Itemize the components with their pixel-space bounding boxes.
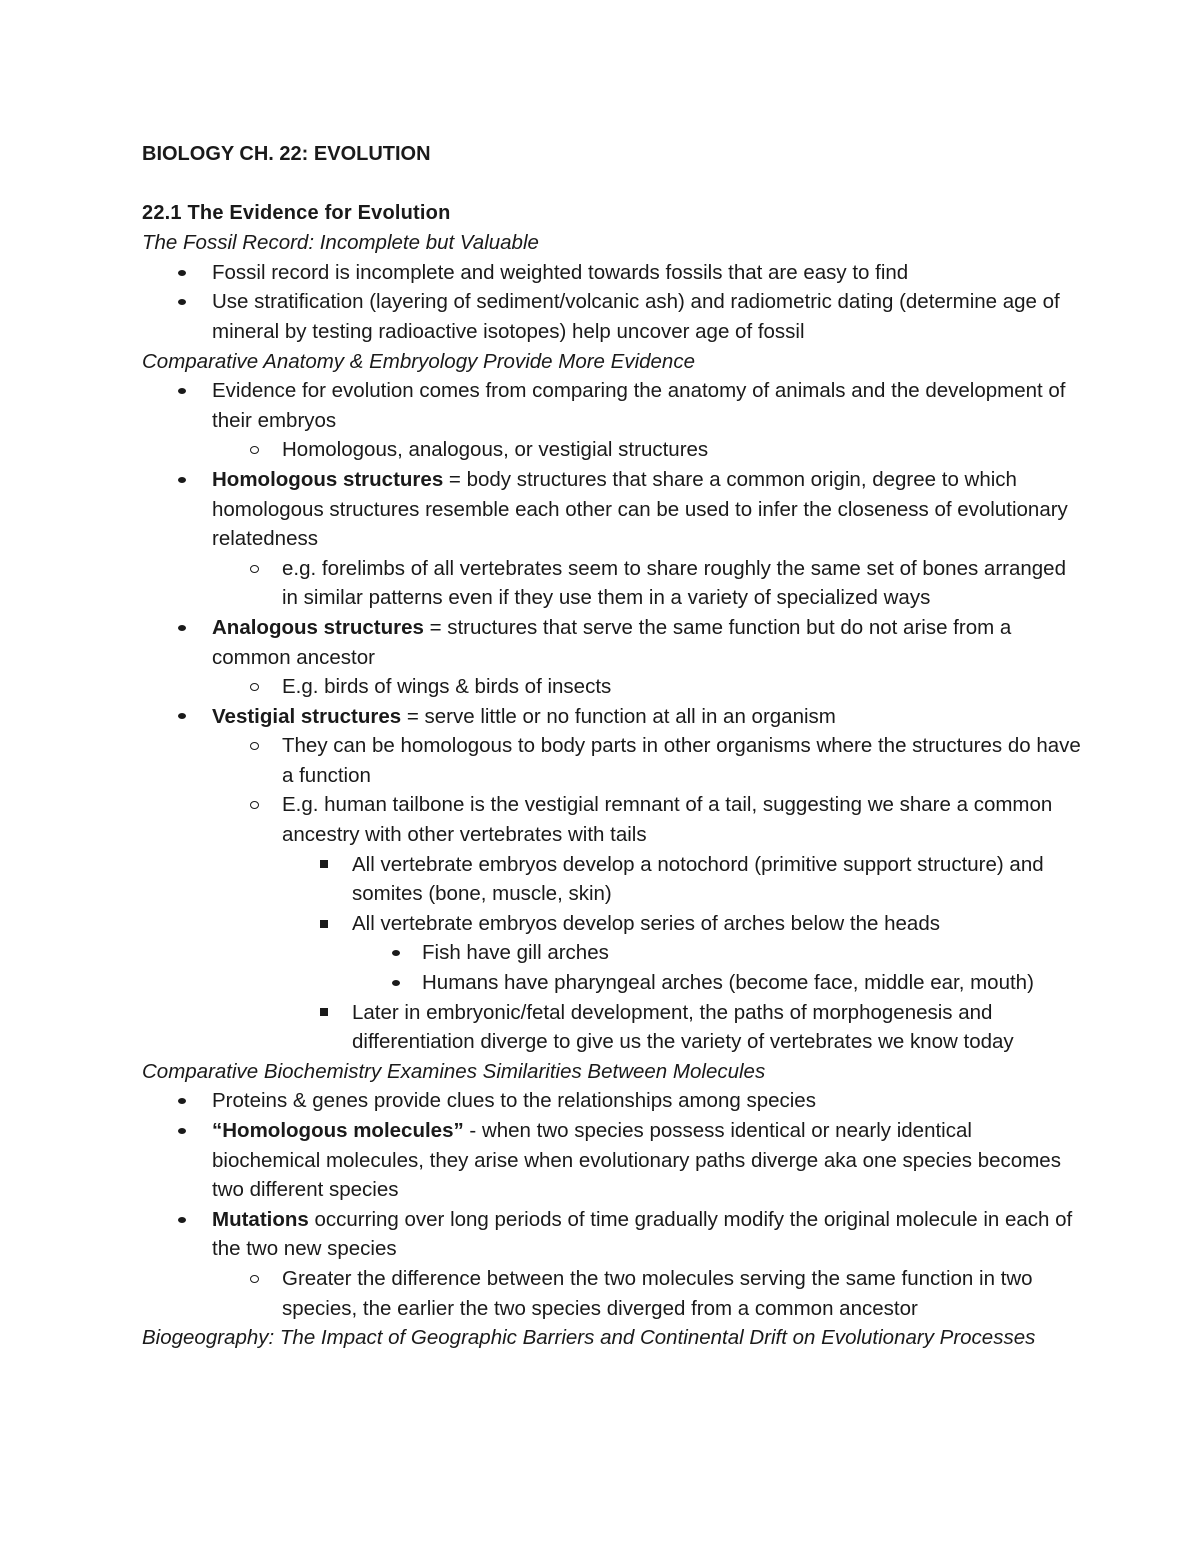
section-heading: 22.1 The Evidence for Evolution bbox=[142, 201, 451, 224]
bullet-disc-icon bbox=[172, 1116, 192, 1146]
subheading-biogeography: Biogeography: The Impact of Geographic Barriers and Continental Drift on Evolutionary Processes bbox=[142, 1326, 1036, 1350]
biochem-list bbox=[142, 1086, 1082, 1323]
subheading-fossil-record: The Fossil Record: Incomplete but Valuable bbox=[142, 231, 539, 255]
bullet-disc-icon bbox=[386, 938, 406, 968]
list-item: Use stratification (layering of sediment/volcanic ash) and radiometric dating (determine age of mineral by testing radioactive isotopes) help uncover age of fossil bbox=[142, 287, 1082, 346]
bullet-disc-icon bbox=[172, 702, 192, 732]
list-item: Proteins & genes provide clues to the relationships among species bbox=[142, 1086, 1082, 1116]
term-analogous-structures: Analogous structures bbox=[212, 615, 424, 639]
list-item: Greater the difference between the two molecules serving the same function in two species, the earlier the two species diverged from a common ancestor bbox=[142, 1264, 1082, 1323]
term-vestigial-structures: Vestigial structures bbox=[212, 704, 402, 728]
bullet-circle-icon bbox=[244, 790, 264, 820]
list-item: Fish have gill arches bbox=[142, 938, 1082, 968]
list-item: They can be homologous to body parts in other organisms where the structures do have a function bbox=[142, 731, 1082, 790]
bullet-square-icon bbox=[314, 998, 334, 1028]
bullet-disc-icon bbox=[172, 1086, 192, 1116]
bullet-square-icon bbox=[314, 850, 334, 880]
bullet-circle-icon bbox=[244, 1264, 264, 1294]
list-item: Homologous, analogous, or vestigial structures bbox=[142, 435, 1082, 465]
bullet-disc-icon bbox=[172, 376, 192, 406]
subheading-comparative-anatomy: Comparative Anatomy & Embryology Provide More Evidence bbox=[142, 349, 695, 373]
bullet-circle-icon bbox=[244, 672, 264, 702]
term-homologous-structures: Homologous structures bbox=[212, 467, 444, 491]
list-item: All vertebrate embryos develop series of arches below the heads bbox=[142, 909, 1082, 939]
list-item: Later in embryonic/fetal development, the paths of morphogenesis and differentiation diverge to give us the variety of vertebrates we know today bbox=[142, 998, 1082, 1057]
list-item: Fossil record is incomplete and weighted towards fossils that are easy to find bbox=[142, 258, 1082, 288]
list-item: E.g. birds of wings & birds of insects bbox=[142, 672, 1082, 702]
document-page bbox=[142, 140, 1082, 1353]
list-item: Homologous structures = body structures that share a common origin, degree to which homologous structures resemble each other can be used to infer the closeness of evolutionary relatedness bbox=[142, 465, 1082, 554]
bullet-disc-icon bbox=[172, 287, 192, 317]
list-item: E.g. human tailbone is the vestigial remnant of a tail, suggesting we share a common ancestry with other vertebrates with tails bbox=[142, 790, 1082, 849]
document-title: BIOLOGY CH. 22: EVOLUTION bbox=[142, 143, 431, 165]
bullet-disc-icon bbox=[172, 258, 192, 288]
list-item: “Homologous molecules” - when two species possess identical or nearly identical biochemical molecules, they arise when evolutionary paths diverge aka one species becomes two different species bbox=[142, 1116, 1082, 1205]
list-item: Evidence for evolution comes from comparing the anatomy of animals and the development of their embryos bbox=[142, 376, 1082, 435]
list-item: Humans have pharyngeal arches (become face, middle ear, mouth) bbox=[142, 968, 1082, 998]
bullet-circle-icon bbox=[244, 554, 264, 584]
bullet-circle-icon bbox=[244, 731, 264, 761]
subheading-comparative-biochemistry: Comparative Biochemistry Examines Similarities Between Molecules bbox=[142, 1059, 766, 1083]
bullet-disc-icon bbox=[172, 613, 192, 643]
list-item: Analogous structures = structures that serve the same function but do not arise from a common ancestor bbox=[142, 613, 1082, 672]
bullet-square-icon bbox=[314, 909, 334, 939]
list-item: Mutations occurring over long periods of time gradually modify the original molecule in each of the two new species bbox=[142, 1205, 1082, 1264]
term-homologous-molecules: “Homologous molecules” bbox=[212, 1119, 464, 1142]
list-item: Vestigial structures = serve little or no function at all in an organism bbox=[142, 702, 1082, 732]
bullet-circle-icon bbox=[244, 435, 264, 465]
bullet-disc-icon bbox=[172, 1205, 192, 1235]
list-item: All vertebrate embryos develop a notochord (primitive support structure) and somites (bone, muscle, skin) bbox=[142, 850, 1082, 909]
anatomy-list bbox=[142, 376, 1082, 1057]
term-mutations: Mutations bbox=[212, 1207, 309, 1231]
list-item: e.g. forelimbs of all vertebrates seem to share roughly the same set of bones arranged in similar patterns even if they use them in a variety of specialized ways bbox=[142, 554, 1082, 613]
fossil-list bbox=[142, 258, 1082, 347]
bullet-disc-icon bbox=[172, 465, 192, 495]
bullet-disc-icon bbox=[386, 968, 406, 998]
